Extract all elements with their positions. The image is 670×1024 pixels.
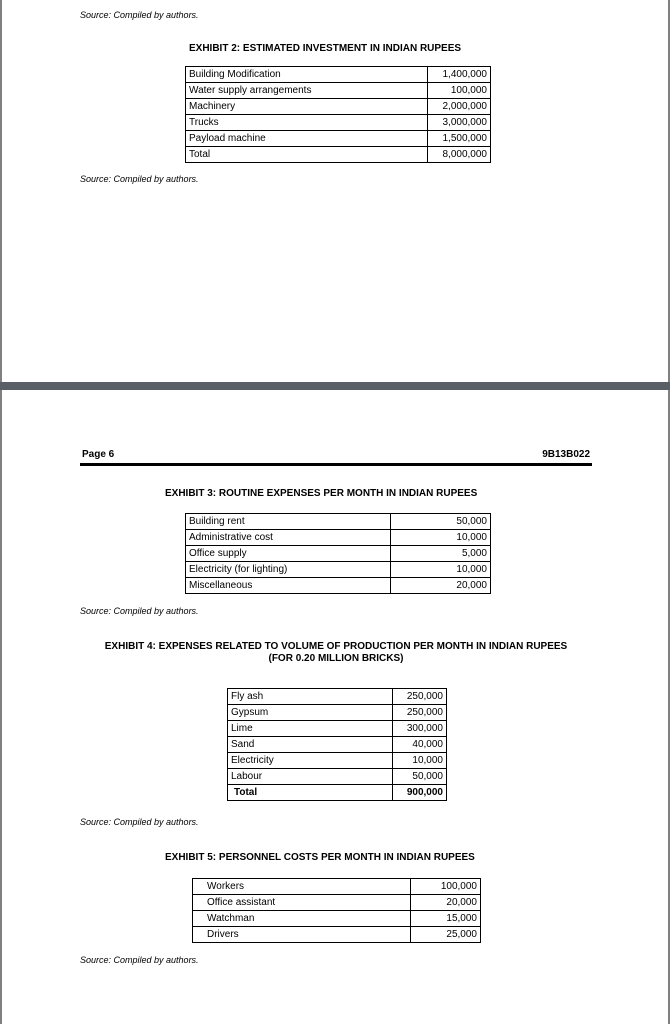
total-label: Total	[228, 785, 393, 801]
table-row	[193, 879, 481, 895]
source-note: Source: Compiled by authors.	[80, 817, 199, 827]
row-value: 20,000	[391, 578, 491, 594]
row-label: Administrative cost	[186, 530, 391, 546]
row-value: 10,000	[391, 562, 491, 578]
row-value: 15,000	[411, 911, 481, 927]
row-value: 250,000	[393, 705, 447, 721]
row-value: 25,000	[411, 927, 481, 943]
row-value: 250,000	[393, 689, 447, 705]
table-row-total	[228, 785, 447, 801]
exhibit2-table	[185, 66, 491, 163]
row-value: 50,000	[391, 514, 491, 530]
page-separator	[0, 382, 670, 390]
row-label: Electricity	[228, 753, 393, 769]
exhibit2-title: EXHIBIT 2: ESTIMATED INVESTMENT IN INDIAN RUPEES	[189, 43, 462, 54]
row-label: Workers	[193, 879, 411, 895]
row-label: Building Modification	[186, 67, 428, 83]
row-label: Labour	[228, 769, 393, 785]
row-value: 20,000	[411, 895, 481, 911]
exhibit4-title	[80, 641, 592, 665]
exhibit3-table	[185, 513, 491, 594]
total-value: 900,000	[393, 785, 447, 801]
row-label: Lime	[228, 721, 393, 737]
table-row	[193, 911, 481, 927]
table-row	[228, 721, 447, 737]
table-row	[228, 689, 447, 705]
row-value: 5,000	[391, 546, 491, 562]
table-row	[186, 131, 491, 147]
row-value: 10,000	[391, 530, 491, 546]
row-label: Drivers	[193, 927, 411, 943]
row-value: 100,000	[411, 879, 481, 895]
row-value: 300,000	[393, 721, 447, 737]
table-row	[186, 562, 491, 578]
table-row	[186, 67, 491, 83]
document-page-top	[0, 0, 670, 382]
exhibit3-title: EXHIBIT 3: ROUTINE EXPENSES PER MONTH IN INDIAN RUPEES	[165, 488, 478, 499]
exhibit4-table	[227, 688, 447, 801]
source-note: Source: Compiled by authors.	[80, 174, 199, 184]
row-value: 40,000	[393, 737, 447, 753]
source-note: Source: Compiled by authors.	[80, 955, 199, 965]
exhibit5-table	[192, 878, 481, 943]
row-value: 3,000,000	[428, 115, 491, 131]
case-id: 9B13B022	[542, 449, 590, 460]
table-row	[186, 530, 491, 546]
row-label: Trucks	[186, 115, 428, 131]
row-label: Machinery	[186, 99, 428, 115]
row-value: 10,000	[393, 753, 447, 769]
source-note: Source: Compiled by authors.	[80, 10, 199, 20]
table-row	[193, 895, 481, 911]
page-number: Page 6	[82, 449, 115, 460]
row-value: 1,500,000	[428, 131, 491, 147]
row-label: Fly ash	[228, 689, 393, 705]
document-page-bottom	[0, 390, 670, 1024]
row-value: 100,000	[428, 83, 491, 99]
table-row	[228, 705, 447, 721]
table-row	[228, 737, 447, 753]
row-label: Building rent	[186, 514, 391, 530]
exhibit4-title-line2: (FOR 0.20 MILLION BRICKS)	[268, 653, 404, 664]
exhibit5-title: EXHIBIT 5: PERSONNEL COSTS PER MONTH IN INDIAN RUPEES	[165, 852, 475, 863]
row-label: Electricity (for lighting)	[186, 562, 391, 578]
row-label: Watchman	[193, 911, 411, 927]
table-row	[186, 514, 491, 530]
row-label: Payload machine	[186, 131, 428, 147]
row-label: Total	[186, 147, 428, 163]
row-label: Water supply arrangements	[186, 83, 428, 99]
table-row	[228, 769, 447, 785]
row-label: Sand	[228, 737, 393, 753]
row-value: 1,400,000	[428, 67, 491, 83]
row-value: 8,000,000	[428, 147, 491, 163]
row-label: Gypsum	[228, 705, 393, 721]
table-row	[228, 753, 447, 769]
exhibit4-title-line1: EXHIBIT 4: EXPENSES RELATED TO VOLUME OF PRODUCTION PER MONTH IN INDIAN RUPEES	[104, 641, 568, 652]
header-rule	[80, 463, 592, 466]
table-row	[186, 83, 491, 99]
row-value: 2,000,000	[428, 99, 491, 115]
table-row	[186, 99, 491, 115]
row-label: Office supply	[186, 546, 391, 562]
table-row	[186, 546, 491, 562]
row-label: Office assistant	[193, 895, 411, 911]
table-row	[186, 578, 491, 594]
row-value: 50,000	[393, 769, 447, 785]
row-label: Miscellaneous	[186, 578, 391, 594]
source-note: Source: Compiled by authors.	[80, 606, 199, 616]
table-row	[193, 927, 481, 943]
table-row	[186, 115, 491, 131]
table-row	[186, 147, 491, 163]
